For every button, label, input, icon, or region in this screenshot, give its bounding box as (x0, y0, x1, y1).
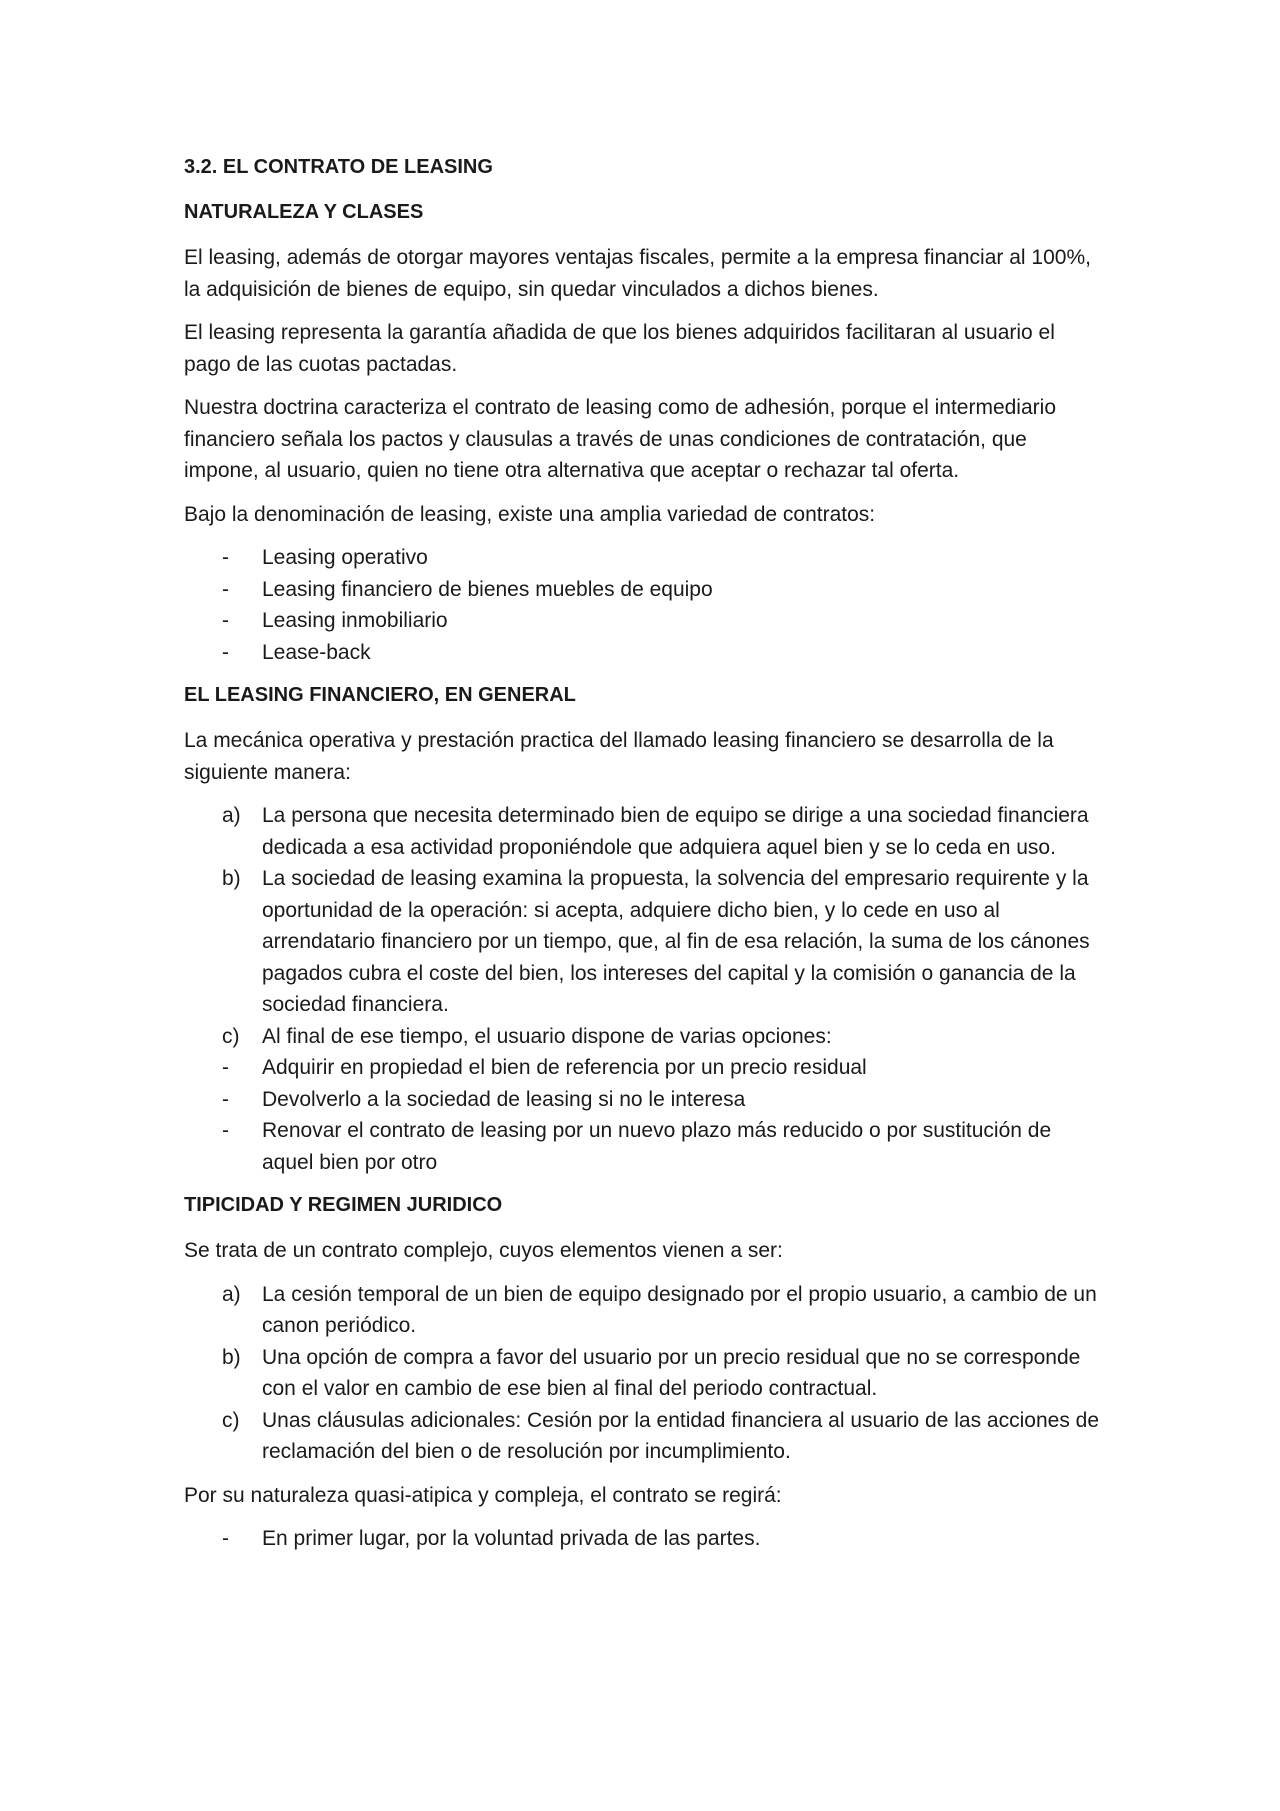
list-item-text: En primer lugar, por la voluntad privada de las partes. (262, 1527, 761, 1550)
list-item-text: La sociedad de leasing examina la propuesta, la solvencia del empresario requirente y la oportunidad de la operación: si acepta, adquiere dicho bien, y lo cede en uso al arrendatario financiero por un tiempo, que, al fin de esa relación, la suma de los cánones pagados cubra el coste del bien, los intereses del capital y la comisión o ganancia de la sociedad financiera. (262, 867, 1090, 1016)
regimen-rules-list (184, 1523, 1100, 1555)
section-title: 3.2. EL CONTRATO DE LEASING (184, 156, 493, 178)
list-marker: - (222, 546, 229, 569)
financiero-steps-list (184, 800, 1100, 1178)
list-item (184, 1052, 1100, 1084)
list-marker: a) (222, 804, 241, 827)
list-marker: - (222, 609, 229, 632)
list-marker: c) (222, 1024, 240, 1048)
list-marker: - (222, 1087, 229, 1111)
list-item (184, 574, 1100, 606)
list-item-text: La persona que necesita determinado bien de equipo se dirige a una sociedad financiera dedicada a esa actividad proponiéndole que adquiera aquel bien y se lo ceda en uso. (262, 804, 1089, 859)
list-item (184, 1084, 1100, 1116)
list-item-text: Devolverlo a la sociedad de leasing si no le interesa (262, 1087, 746, 1111)
list-item (184, 1021, 1100, 1053)
list-marker: b) (222, 867, 241, 890)
list-marker: c) (222, 1408, 240, 1432)
list-item (184, 1279, 1100, 1342)
paragraph: Por su naturaleza quasi-atipica y compleja, el contrato se regirá: (184, 1483, 782, 1507)
list-marker: - (222, 1527, 229, 1550)
paragraph: Bajo la denominación de leasing, existe una amplia variedad de contratos: (184, 502, 876, 526)
list-item (184, 605, 1100, 637)
list-marker: - (222, 1119, 229, 1142)
list-item-text: Adquirir en propiedad el bien de referencia por un precio residual (262, 1056, 867, 1079)
list-marker: b) (222, 1345, 241, 1369)
list-item (184, 1115, 1100, 1178)
list-item (184, 637, 1100, 669)
paragraph: El leasing, además de otorgar mayores ventajas fiscales, permite a la empresa financiar al 100%, la adquisición de bienes de equipo, sin quedar vinculados a dichos bienes. (184, 246, 1091, 301)
list-item-text: Unas cláusulas adicionales: Cesión por la entidad financiera al usuario de las acciones de reclamación del bien o de resolución por incumplimiento. (262, 1408, 1100, 1463)
list-item (184, 800, 1100, 863)
heading-naturaleza: NATURALEZA Y CLASES (184, 201, 424, 223)
list-item-text: Al final de ese tiempo, el usuario dispone de varias opciones: (262, 1024, 832, 1048)
heading-tipicidad: TIPICIDAD Y REGIMEN JURIDICO (184, 1194, 503, 1216)
list-marker: - (222, 640, 229, 664)
tipicidad-elements-list (184, 1279, 1100, 1468)
list-item (184, 542, 1100, 574)
list-item (184, 863, 1100, 1021)
list-marker: - (222, 1056, 229, 1079)
list-item-text: Leasing operativo (262, 546, 428, 569)
paragraph: Nuestra doctrina caracteriza el contrato de leasing como de adhesión, porque el intermediario financiero señala los pactos y clausulas a través de unas condiciones de contratación, que impone, al usuario, quien no tiene otra alternativa que aceptar o rechazar tal oferta. (184, 396, 1056, 482)
list-item-text: Lease-back (262, 640, 371, 664)
list-item (184, 1523, 1100, 1555)
list-item-text: Renovar el contrato de leasing por un nuevo plazo más reducido o por sustitución de aquel bien por otro (262, 1119, 1052, 1174)
list-marker: a) (222, 1282, 241, 1306)
paragraph: El leasing representa la garantía añadida de que los bienes adquiridos facilitaran al usuario el pago de las cuotas pactadas. (184, 321, 1055, 376)
list-item (184, 1405, 1100, 1468)
paragraph: Se trata de un contrato complejo, cuyos elementos vienen a ser: (184, 1239, 783, 1262)
paragraph: La mecánica operativa y prestación practica del llamado leasing financiero se desarrolla de la siguiente manera: (184, 729, 1054, 784)
list-marker: - (222, 577, 229, 601)
list-item-text: La cesión temporal de un bien de equipo designado por el propio usuario, a cambio de un canon periódico. (262, 1282, 1097, 1337)
list-item (184, 1342, 1100, 1405)
leasing-types-list (184, 542, 1100, 668)
list-item-text: Leasing inmobiliario (262, 609, 448, 632)
heading-financiero: EL LEASING FINANCIERO, EN GENERAL (184, 684, 576, 706)
list-item-text: Leasing financiero de bienes muebles de equipo (262, 577, 713, 601)
list-item-text: Una opción de compra a favor del usuario por un precio residual que no se corresponde con el valor en cambio de ese bien al final del periodo contractual. (262, 1345, 1081, 1400)
